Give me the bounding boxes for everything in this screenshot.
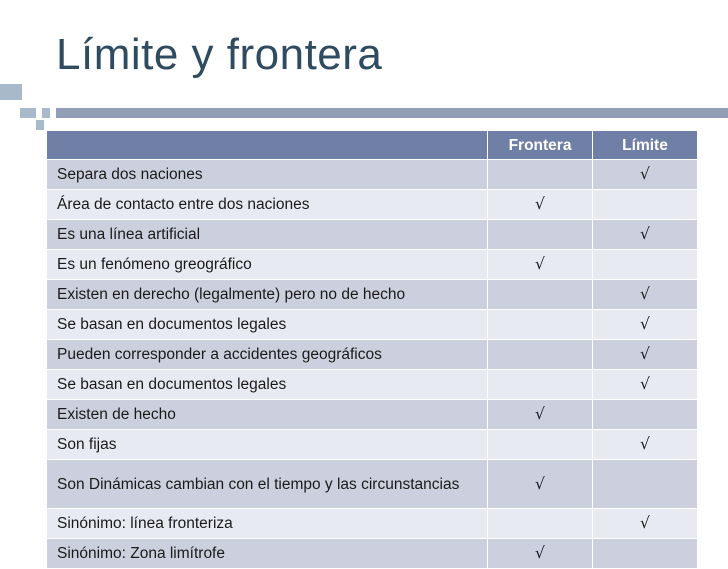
- decorative-square: [36, 120, 44, 130]
- row-description: Es una línea artificial: [47, 220, 488, 250]
- row-description: Sinónimo: línea fronteriza: [47, 509, 488, 539]
- row-description: Área de contacto entre dos naciones: [47, 190, 488, 220]
- frontera-check: [488, 160, 593, 190]
- frontera-check: √: [488, 190, 593, 220]
- accent-bar: [56, 108, 728, 118]
- row-description: Existen en derecho (legalmente) pero no de hecho: [47, 280, 488, 310]
- frontera-check: √: [488, 460, 593, 509]
- header-cell-empty: [47, 131, 488, 160]
- limite-check: √: [593, 160, 698, 190]
- row-description: Es un fenómeno greográfico: [47, 250, 488, 280]
- table-row: [47, 430, 698, 460]
- table-row: [47, 509, 698, 539]
- row-description: Pueden corresponder a accidentes geográficos: [47, 340, 488, 370]
- frontera-check: [488, 220, 593, 250]
- limite-check: [593, 250, 698, 280]
- header-cell-frontera: Frontera: [488, 131, 593, 160]
- frontera-check: √: [488, 539, 593, 569]
- limite-check: √: [593, 430, 698, 460]
- limite-check: √: [593, 509, 698, 539]
- comparison-table: [46, 130, 698, 569]
- frontera-check: [488, 509, 593, 539]
- frontera-check: √: [488, 250, 593, 280]
- frontera-check: √: [488, 400, 593, 430]
- table-row: [47, 539, 698, 569]
- table-row: [47, 250, 698, 280]
- limite-check: √: [593, 280, 698, 310]
- row-description: Existen de hecho: [47, 400, 488, 430]
- table-row: [47, 220, 698, 250]
- table-row: [47, 340, 698, 370]
- slide-title: Límite y frontera: [56, 30, 383, 79]
- limite-check: [593, 539, 698, 569]
- table-header-row: [47, 131, 698, 160]
- table-row: [47, 160, 698, 190]
- decorative-square: [20, 108, 36, 118]
- row-description: Son fijas: [47, 430, 488, 460]
- table-row: [47, 190, 698, 220]
- frontera-check: [488, 340, 593, 370]
- table-row: [47, 460, 698, 509]
- frontera-check: [488, 310, 593, 340]
- limite-check: √: [593, 310, 698, 340]
- limite-check: [593, 190, 698, 220]
- row-description: Son Dinámicas cambian con el tiempo y las circunstancias: [47, 460, 488, 509]
- header-cell-limite: Límite: [593, 131, 698, 160]
- frontera-check: [488, 280, 593, 310]
- limite-check: √: [593, 220, 698, 250]
- frontera-check: [488, 370, 593, 400]
- table-row: [47, 370, 698, 400]
- row-description: Se basan en documentos legales: [47, 310, 488, 340]
- limite-check: √: [593, 340, 698, 370]
- limite-check: [593, 400, 698, 430]
- table-row: [47, 280, 698, 310]
- table-row: [47, 310, 698, 340]
- row-description: Separa dos naciones: [47, 160, 488, 190]
- limite-check: [593, 460, 698, 509]
- row-description: Sinónimo: Zona limítrofe: [47, 539, 488, 569]
- decorative-square: [0, 84, 22, 100]
- frontera-check: [488, 430, 593, 460]
- limite-check: √: [593, 370, 698, 400]
- row-description: Se basan en documentos legales: [47, 370, 488, 400]
- table-row: [47, 400, 698, 430]
- decorative-square: [42, 108, 50, 118]
